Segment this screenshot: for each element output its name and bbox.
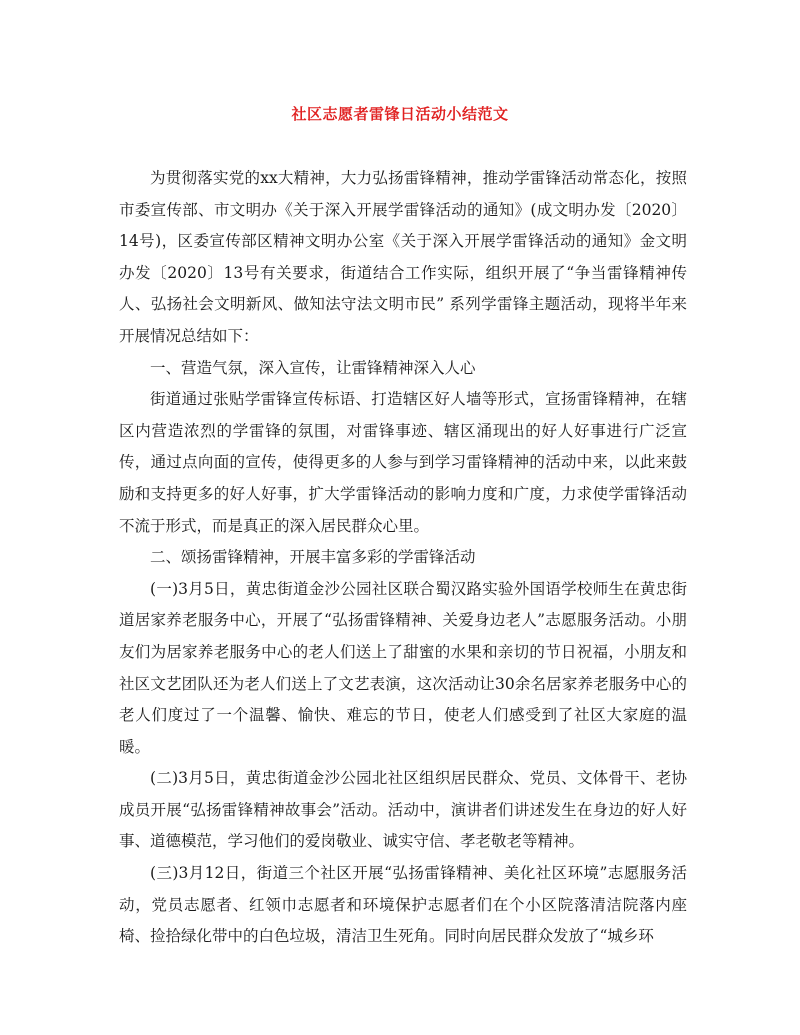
paragraph-intro: 为贯彻落实党的xx大精神，大力弘扬雷锋精神，推动学雷锋活动常态化，按照市委宣传部、市文明办《关于深入开展学雷锋活动的通知》(成文明办发〔2020〕14号)，区委宣传部区精神文明办公室《关于深入开展学雷锋活动的通知》金文明办发〔2020〕13号有关要求，街道结合工作实际，组织开展了“争当雷锋精神传人、弘扬社会文明新风、做知法守法文明市民” 系列学雷锋主题活动，现将半年来开展情况总结如下： <box>119 169 687 345</box>
document-body <box>119 163 687 953</box>
paragraph-item-1: (一)3月5日，黄忠街道金沙公园社区联合蜀汉路实验外国语学校师生在黄忠街道居家养老服务中心，开展了“弘扬雷锋精神、关爱身边老人”志愿服务活动。小朋友们为居家养老服务中心的老人们送上了甜蜜的水果和亲切的节日祝福，小朋友和社区文艺团队还为老人们送上了文艺表演，这次活动让30余名居家养老服务中心的老人们度过了一个温馨、愉快、难忘的节日，使老人们感受到了社区大家庭的温暖。 <box>119 579 687 756</box>
section-heading-2: 二、颂扬雷锋精神，开展丰富多彩的学雷锋活动 <box>150 548 476 567</box>
paragraph-item-2: (二)3月5日，黄忠街道金沙公园北社区组织居民群众、党员、文体骨干、老协成员开展“弘扬雷锋精神故事会”活动。活动中，演讲者们讲述发生在身边的好人好事、道德模范，学习他们的爱岗敬业、诚实守信、孝老敬老等精神。 <box>119 769 687 851</box>
paragraph-item-3: (三)3月12日，街道三个社区开展“弘扬雷锋精神、美化社区环境”志愿服务活动，党员志愿者、红领巾志愿者和环境保护志愿者们在个小区院落清洁院落内座椅、捡拾绿化带中的白色垃圾，清洁卫生死角。同时向居民群众发放了“城乡环 <box>119 864 687 946</box>
section-heading-1: 一、营造气氛，深入宣传，让雷锋精神深入人心 <box>150 358 476 377</box>
document-title: 社区志愿者雷锋日活动小结范文 <box>291 105 509 123</box>
paragraph-section-1: 街道通过张贴学雷锋宣传标语、打造辖区好人墙等形式，宣扬雷锋精神，在辖区内营造浓烈的学雷锋的氛围，对雷锋事迹、辖区涌现出的好人好事进行广泛宣传，通过点向面的宣传，使得更多的人参与到学习雷锋精神的活动中来，以此来鼓励和支持更多的好人好事，扩大学雷锋活动的影响力度和广度，力求使学雷锋活动不流于形式，而是真正的深入居民群众心里。 <box>119 390 687 535</box>
